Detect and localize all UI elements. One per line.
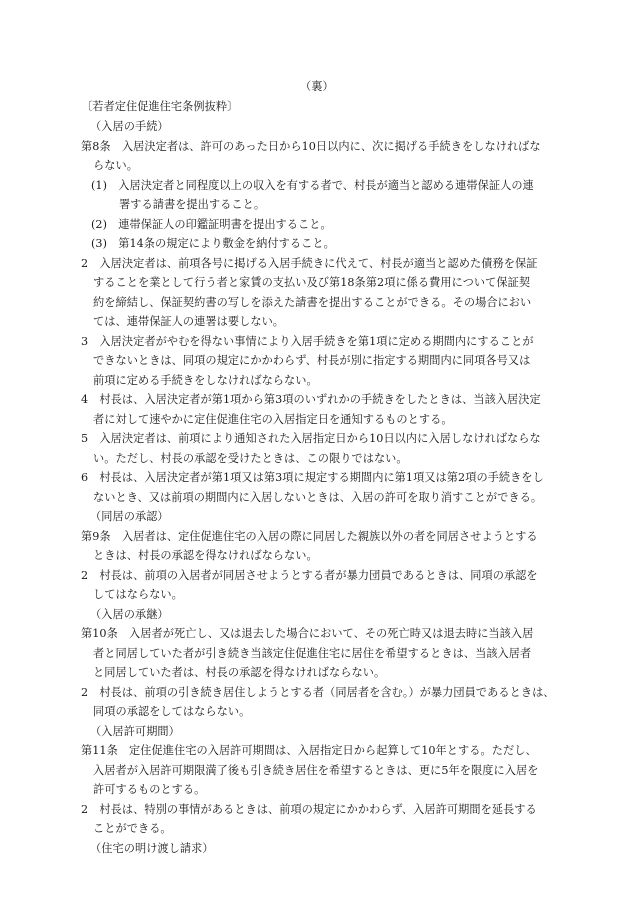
article-9-line: ときは、村長の承認を得なければならない。: [93, 549, 318, 562]
article-8-paragraph: することを業として行う者と家賃の支払い及び第18条第2項に係る費用について保証契: [93, 276, 531, 289]
article-11-paragraph: ことができる。: [93, 822, 172, 835]
article-8-paragraph: 5 入居決定者は、前項により通知された入居指定日から10日以内に入居しなければならな: [81, 432, 541, 445]
article-8-paragraph: 6 村長は、入居決定者が第1項又は第3項に規定する期間内に第1項又は第2項の手続きをし: [81, 471, 544, 484]
article-8-line: 第8条 入居決定者は、許可のあった日から10日以内に、次に掲げる手続きをしなければな: [81, 140, 541, 153]
article-8-paragraph: 4 村長は、入居決定者が第1項から第3項のいずれかの手続きをしたときは、当該入居決定: [81, 393, 541, 406]
article-10-line: 第10条 入居者が死亡し、又は退去した場合において、その死亡時又は退去時に当該入居: [81, 627, 534, 640]
article-caption: （入居許可期間）: [90, 725, 180, 738]
article-8-item: (2) 連帯保証人の印鑑証明書を提出すること。: [91, 218, 332, 231]
article-8-item: (3) 第14条の規定により敷金を納付すること。: [91, 237, 335, 250]
article-8-paragraph: できないときは、同項の規定にかかわらず、村長が別に指定する期間内に同項各号又は: [93, 354, 531, 367]
article-8-line: らない。: [93, 159, 138, 172]
article-10-paragraph: 2 村長は、前項の引き続き居住しようとする者（同居者を含む。）が暴力団員であるときは、: [81, 686, 555, 699]
article-caption: （同居の承認）: [90, 510, 169, 523]
article-caption: （入居の手続）: [90, 120, 169, 133]
article-8-paragraph: 2 入居決定者は、前項各号に掲げる入居手続きに代えて、村長が適当と認めた債務を保証: [81, 257, 538, 270]
article-10-paragraph: 同項の承認をしてはならない。: [93, 705, 251, 718]
article-11-line: 許可するものとする。: [93, 783, 206, 796]
article-8-paragraph: 約を締結し、保証契約書の写しを添えた請書を提出することができる。その場合におい: [93, 296, 532, 309]
article-8-paragraph: 3 入居決定者がやむを得ない事情により入居手続きを第1項に定める期間内にすることが: [81, 335, 534, 348]
article-8-item: (1) 入居決定者と同程度以上の収入を有する者で、村長が適当と認める連帯保証人の連: [91, 179, 534, 192]
article-caption: （入居の承継）: [90, 608, 169, 621]
article-10-line: と同居していた者は、村長の承認を得なければならない。: [93, 666, 386, 679]
article-10-line: 者と同居していた者が引き続き当該定住促進住宅に居住を希望するときは、当該入居者: [93, 647, 532, 660]
article-8-paragraph: ないとき、又は前項の期間内に入居しないときは、入居の許可を取り消すことができる。: [93, 491, 543, 504]
side-label: （裏）: [300, 80, 334, 93]
section-heading: 〔若者定住促進住宅条例抜粋〕: [81, 100, 239, 113]
article-caption: （住宅の明け渡し請求）: [90, 842, 214, 855]
article-11-line: 第11条 定住促進住宅の入居許可期間は、入居指定日から起算して10年とする。ただし、: [81, 744, 537, 757]
article-9-line: 第9条 入居者は、定住促進住宅の入居の際に同居した親族以外の者を同居させようとする: [81, 530, 538, 543]
article-11-line: 入居者が入居許可期限満了後も引き続き居住を希望するときは、更に5年を限度に入居を: [93, 764, 539, 777]
article-9-paragraph: してはならない。: [93, 588, 183, 601]
article-9-paragraph: 2 村長は、前項の入居者が同居させようとする者が暴力団員であるときは、同項の承認を: [81, 569, 538, 582]
article-8-paragraph: 者に対して速やかに定住促進住宅の入居指定日を通知するものとする。: [93, 413, 453, 426]
article-11-paragraph: 2 村長は、特別の事情があるときは、前項の規定にかかわらず、入居許可期間を延長する: [81, 803, 537, 816]
article-8-paragraph: い。ただし、村長の承認を受けたときは、この限りではない。: [93, 452, 408, 465]
article-8-paragraph: 前項に定める手続きをしなければならない。: [93, 374, 318, 387]
article-8-paragraph: ては、連帯保証人の連署は要しない。: [93, 315, 285, 328]
article-8-item: 署する請書を提出すること。: [119, 198, 266, 211]
